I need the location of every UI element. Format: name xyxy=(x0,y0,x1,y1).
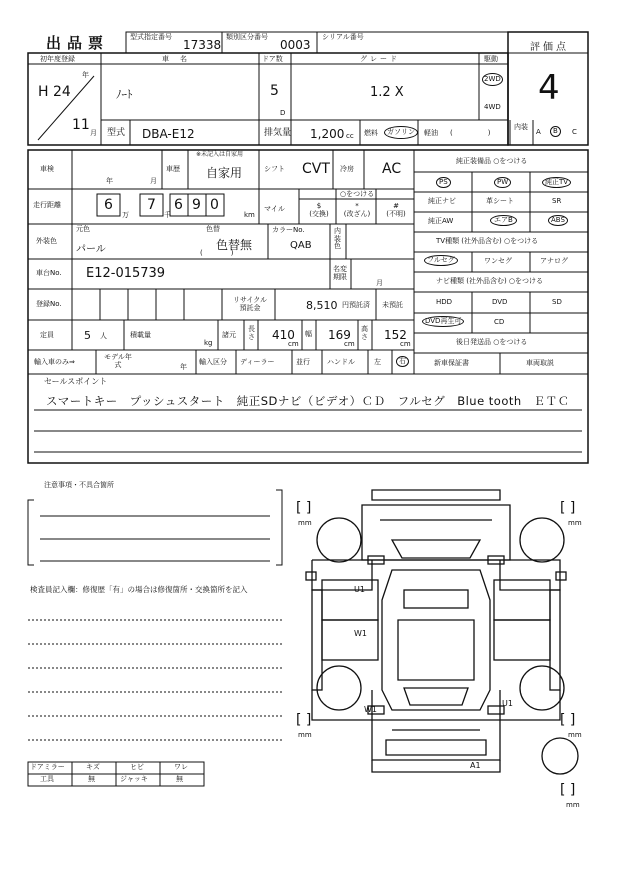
history-value: 自家用 xyxy=(206,166,243,180)
repaint-value: 色替無 xyxy=(216,238,253,252)
sen-unit: 千 xyxy=(164,211,171,219)
handle-label: ハンドル xyxy=(327,358,355,366)
model-year-label: モデル年式 xyxy=(104,353,132,370)
length-value: 410 xyxy=(272,328,295,342)
tv-fullseg: フルセグ xyxy=(424,255,458,266)
katashiki-label: 型式指定番号 xyxy=(130,33,172,41)
interior-grade-a: A xyxy=(536,128,541,136)
history-label: 車歴 xyxy=(166,165,180,173)
form-title: 出品票 xyxy=(46,34,110,52)
drive-4wd: 4WD xyxy=(484,103,501,111)
legend-v1: 工具 xyxy=(40,775,54,783)
equipment-title: 純正装備品 ○をつける xyxy=(456,157,528,165)
model-value: DBA-E12 xyxy=(142,127,195,141)
score-label: 評価点 xyxy=(530,42,569,53)
shift-label: シフト xyxy=(264,165,285,173)
legend-h3: ヒビ xyxy=(130,763,144,771)
shaken-label: 車検 xyxy=(40,165,54,173)
capacity-value: 5 xyxy=(84,329,91,342)
inspector-label: 検査員記入欄：修復歴「有」の場合は修復箇所・交換箇所を記入 xyxy=(30,585,248,594)
meter-option-exchange: $ (交換) xyxy=(309,202,329,219)
load-label: 積載量 xyxy=(130,331,151,339)
capacity-unit: 人 xyxy=(100,332,107,340)
load-unit: kg xyxy=(204,339,213,347)
recycle-status: 円預託済 xyxy=(342,301,370,309)
import-parallel: 並行 xyxy=(296,358,310,366)
aircon-value: AC xyxy=(382,161,402,177)
km-unit: km xyxy=(244,211,255,219)
shift-value: CVT xyxy=(302,161,330,177)
height-unit: cm xyxy=(400,340,411,348)
legend-v4: 無 xyxy=(176,775,183,783)
meter-option-tamper: * (改ざん) xyxy=(343,202,371,219)
tv-analog: アナログ xyxy=(540,257,568,265)
legend-h1: ドアミラー xyxy=(30,763,65,771)
mileage-label: 走行距離 xyxy=(33,201,61,209)
legend-v3: ジャッキ xyxy=(120,775,148,783)
first-reg-month: 11 xyxy=(72,117,90,133)
doors-value: 5 xyxy=(270,83,279,99)
month-unit: 月 xyxy=(90,129,97,137)
equip-tv: 純正TV xyxy=(542,177,571,188)
rename-month: 月 xyxy=(376,279,383,287)
tire-bracket-fl: [ ] xyxy=(296,500,312,516)
equip-ps: PS xyxy=(436,177,451,188)
interior-grade-b: B xyxy=(550,126,561,137)
width-label: 幅 xyxy=(305,330,312,338)
height-label: 高さ xyxy=(361,325,368,341)
nav-sd: SD xyxy=(552,298,562,306)
tire-unit-rl: mm xyxy=(298,731,312,739)
tire-bracket-rl: [ ] xyxy=(296,712,312,728)
meter-check-note: ○をつける xyxy=(340,190,375,198)
mileage-digit-1: 6 xyxy=(104,197,113,213)
recycle-amount: 8,510 xyxy=(306,299,338,312)
interior-color-label: 内装色 xyxy=(334,227,341,251)
dims-label: 諸元 xyxy=(222,331,236,339)
legend-v2: 無 xyxy=(88,775,95,783)
meter-option-unknown: # (不明) xyxy=(386,202,406,219)
later-title: 後日発送品 ○をつける xyxy=(456,338,528,346)
damage-mark-u1-right: U1 xyxy=(502,699,513,708)
serial-label: シリアル番号 xyxy=(322,33,364,41)
capacity-label: 定員 xyxy=(40,331,54,339)
model-year-unit: 年 xyxy=(180,363,187,371)
original-color-label: 元色 xyxy=(76,225,90,233)
mile-label: マイル xyxy=(264,205,285,213)
grade-value: 1.2 X xyxy=(370,85,404,100)
import-dealer: ディーラー xyxy=(240,358,275,366)
ruibetsu-value: 0003 xyxy=(280,38,311,52)
tire-unit-spare: mm xyxy=(566,801,580,809)
damage-mark-u1-left: U1 xyxy=(354,585,365,594)
height-value: 152 xyxy=(384,328,407,342)
color-label: 外装色 xyxy=(36,237,57,245)
first-reg-label: 初年度登録 xyxy=(40,55,75,63)
fuel-label: 燃料 xyxy=(364,129,378,137)
shaken-month-unit: 月 xyxy=(150,177,157,185)
caution-label: 注意事項・不具合箇所 xyxy=(44,481,114,489)
mileage-digit-5: 0 xyxy=(210,197,219,213)
equip-abs: ABS xyxy=(548,215,568,226)
width-unit: cm xyxy=(344,340,355,348)
equip-aw: 純正AW xyxy=(428,217,454,225)
displacement-label: 排気量 xyxy=(264,128,292,138)
damage-mark-w1-rear: W1 xyxy=(364,705,377,714)
car-diagram xyxy=(306,490,578,774)
fuel-light: 軽油 xyxy=(424,129,438,137)
displacement-unit: cc xyxy=(346,132,354,140)
drive-label: 駆動 xyxy=(484,55,498,63)
equip-pw: PW xyxy=(494,177,511,188)
width-value: 169 xyxy=(328,328,351,342)
chassis-value: E12-015739 xyxy=(86,266,166,281)
legend-h2: キズ xyxy=(86,763,100,771)
tire-unit-rr: mm xyxy=(568,731,582,739)
later-manual: 車両取説 xyxy=(526,359,554,367)
car-name-label: 車 名 xyxy=(162,55,189,63)
nav-title: ナビ種類 (社外品含む) ○をつける xyxy=(436,277,544,285)
color-no-value: QAB xyxy=(290,240,312,251)
handle-left: 左 xyxy=(374,358,381,366)
car-name: ﾉｰﾄ xyxy=(116,88,133,101)
mileage-digit-3: 6 xyxy=(174,197,183,213)
tire-bracket-fr: [ ] xyxy=(560,500,576,516)
fuel-gasoline: ガソリン xyxy=(384,126,418,139)
damage-mark-a1: A1 xyxy=(470,761,481,770)
fuel-other: ( ) xyxy=(450,129,491,137)
tire-unit-fr: mm xyxy=(568,519,582,527)
man-unit: 万 xyxy=(122,211,129,219)
recycle-unpaid: 未預託 xyxy=(382,301,403,309)
model-label: 型式 xyxy=(107,128,126,138)
rename-label: 名変期限 xyxy=(333,265,347,282)
tire-bracket-rr: [ ] xyxy=(560,712,576,728)
mileage-digit-4: 9 xyxy=(192,197,201,213)
aircon-label: 冷房 xyxy=(340,165,354,173)
repaint-label: 色替 xyxy=(206,225,220,233)
sales-label: セールスポイント xyxy=(44,377,108,386)
nav-dvd-play: DVD再生可 xyxy=(422,316,464,327)
equip-leather: 革シート xyxy=(486,197,514,205)
later-warranty: 新車保証書 xyxy=(434,359,469,367)
chassis-label: 車台No. xyxy=(36,269,62,277)
mileage-digit-2: 7 xyxy=(147,197,156,213)
tv-oneseg: ワンセグ xyxy=(484,257,512,265)
doors-label: ドア数 xyxy=(262,55,283,63)
tire-bracket-spare: [ ] xyxy=(560,782,576,798)
tire-unit-fl: mm xyxy=(298,519,312,527)
first-reg-year: H 24 xyxy=(38,84,71,100)
door-suffix: D xyxy=(280,109,286,117)
import-class-label: 輸入区分 xyxy=(199,358,227,366)
color-no-label: カラーNo. xyxy=(272,226,305,234)
interior-label: 内装 xyxy=(514,123,528,131)
handle-right: 右 xyxy=(396,356,409,367)
ruibetsu-label: 類別区分番号 xyxy=(226,33,268,41)
grade-label: グレード xyxy=(360,55,400,63)
original-color: パール xyxy=(76,244,106,255)
length-label: 長さ xyxy=(248,325,255,341)
sales-text: スマートキー プッシュスタート 純正SDナビ（ビデオ）ＣＤ フルセグ Blue tooth ＥＴＣ xyxy=(46,394,570,408)
year-unit: 年 xyxy=(82,71,89,79)
score-value: 4 xyxy=(538,68,560,108)
import-label: 輸入車のみ⇒ xyxy=(34,358,75,366)
nav-cd: CD xyxy=(494,318,505,326)
interior-grade-c: C xyxy=(572,128,577,136)
tv-title: TV種類 (社外品含む) ○をつける xyxy=(436,237,539,245)
katashiki-value: 17338 xyxy=(183,38,222,52)
length-unit: cm xyxy=(288,340,299,348)
shaken-year-unit: 年 xyxy=(106,177,113,185)
nav-dvd: DVD xyxy=(492,298,508,306)
equip-sr: SR xyxy=(552,197,562,205)
recycle-label: リサイクル預託金 xyxy=(232,296,268,313)
nav-hdd: HDD xyxy=(436,298,453,306)
equip-navi: 純正ナビ xyxy=(428,197,456,205)
history-note: ※未記入は自家用 xyxy=(196,151,244,158)
drive-2wd: 2WD xyxy=(482,73,503,86)
repaint-paren: ( ) xyxy=(200,249,234,257)
legend-h4: ワレ xyxy=(174,763,188,771)
equip-airbag: エアB xyxy=(490,215,517,226)
reg-label: 登録No. xyxy=(36,300,62,308)
displacement-value: 1,200 xyxy=(310,127,345,141)
damage-mark-w1-left: W1 xyxy=(354,629,367,638)
